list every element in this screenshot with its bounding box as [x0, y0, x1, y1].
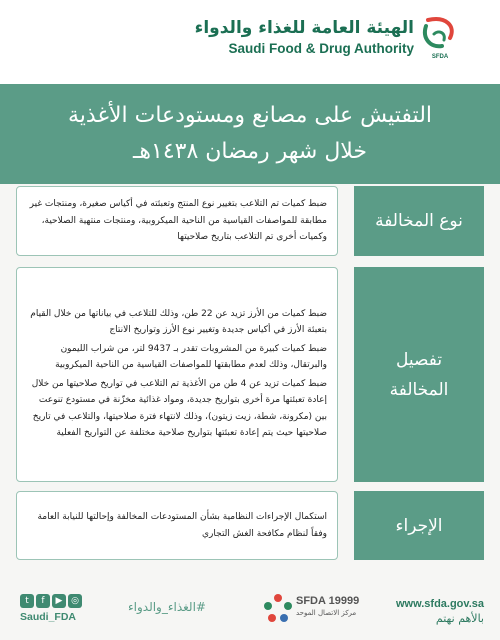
social-block	[20, 594, 92, 623]
org-logo-text	[195, 18, 414, 56]
logo-small-text: SFDA	[431, 54, 449, 60]
action-row	[16, 491, 484, 560]
row-label-line: الإجراء	[395, 515, 443, 536]
paragraph: ضبط كميات كبيرة من المشروبات تقدر بـ 9437 لتر، من شراب الليمون والبرتقال، وذلك لعدم مطابقتها للمواصفات القياسية من الناحية الميكروبية	[55, 343, 327, 370]
call-center-block	[262, 592, 360, 624]
slogan: بالأهم نهتم	[435, 612, 484, 625]
row-label-line: المخالفة	[389, 379, 449, 400]
org-name-en: Saudi Food & Drug Authority	[228, 41, 414, 56]
instagram-icon[interactable]: ◎	[68, 594, 82, 608]
violation-details-row	[16, 267, 484, 482]
hashtag: #الغذاء_والدواء	[128, 600, 206, 614]
violation-details-label	[354, 267, 484, 482]
call-center-number[interactable]: SFDA 19999	[296, 595, 360, 607]
action-text	[16, 491, 338, 560]
row-label-line: تفصيل	[395, 349, 443, 370]
paragraph: استكمال الإجراءات النظامية بشأن المستودعات المخالفة وإحالتها للنيابة العامة وفقاً لنظام مكافحة الغش التجاري	[37, 512, 327, 539]
youtube-icon[interactable]: ▶	[52, 594, 66, 608]
violation-type-text	[16, 186, 338, 256]
call-center-label: مركز الاتصال الموحد	[296, 609, 357, 617]
action-label	[354, 491, 484, 560]
social-icons	[20, 594, 92, 608]
row-label-line: نوع المخالفة	[375, 211, 463, 231]
social-handle[interactable]: Saudi_FDA	[20, 611, 77, 623]
paragraph: ضبط كميات تزيد عن 4 طن من الأغذية تم التلاعب في تواريخ صلاحيتها من خلال إعادة تعبئتها مرة أخرى بتواريخ جديدة، ومواد غذائية مخزّنة في مستودع تنوعت بين (مكرونة، شطة، زيت زيتون)، وذلك لانتهاء فترة صلاحيتها، والتلاعب في تاريخ صلاحيتها حيث يتم إعادة تعبئتها بتواريخ صلاحية مختلفة عن التواريخ الفعلية	[31, 378, 327, 438]
footer	[0, 570, 500, 640]
paragraph: ضبط كميات تم التلاعب بتغيير نوع المنتج وتعبئته في أكياس صغيرة، ومنتجات غير مطابقة للمواصفات القياسية من الناحية الميكروبية، ومنتجات منتهية الصلاحية، وكميات أخرى تم التلاعب بتاريخ صلاحيتها	[29, 199, 327, 243]
violation-type-row	[16, 186, 484, 256]
page-title-line-1: التفتيش على مصانع ومستودعات الأغذية	[67, 103, 433, 128]
call-center-logo-icon	[262, 592, 294, 624]
paragraph: ضبط كميات من الأرز تزيد عن 22 طن، وذلك للتلاعب في بياناتها من خلال القيام بتعبئة الأرز في أكياس جديدة وتغيير نوع الأرز وتواريخ الانتاج	[30, 308, 327, 335]
sfda-logo-icon	[420, 16, 460, 62]
org-name-ar: الهيئة العامة للغذاء والدواء	[194, 18, 414, 38]
header	[0, 0, 500, 84]
title-banner	[0, 84, 500, 184]
twitter-icon[interactable]: t	[20, 594, 34, 608]
facebook-icon[interactable]: f	[36, 594, 50, 608]
violation-details-text	[16, 267, 338, 482]
website-block	[396, 598, 484, 625]
page-title-line-2: خلال شهر رمضان ١٤٣٨هـ	[132, 139, 368, 164]
website-link[interactable]: www.sfda.gov.sa	[395, 598, 484, 610]
violation-type-label	[354, 186, 484, 256]
